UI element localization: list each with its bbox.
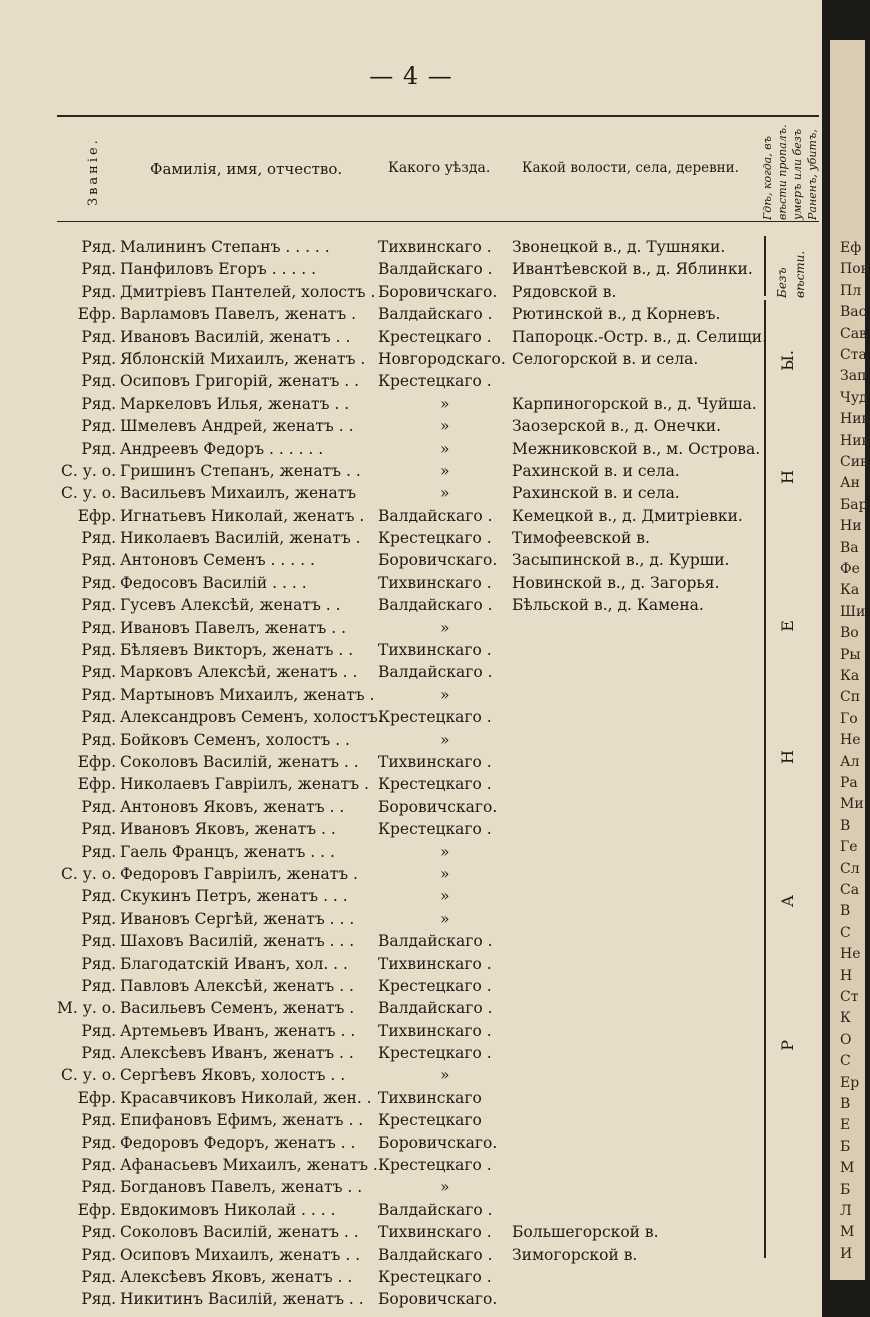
rank-cell: Ефр. [77, 305, 116, 324]
rank-cell: Ряд. [81, 618, 116, 637]
table-row [0, 1109, 822, 1131]
table-row [0, 729, 822, 751]
adjacent-page-fragment: Е [840, 1117, 851, 1134]
adjacent-page-fragment: Ши [840, 603, 866, 620]
rank-cell: Ряд. [81, 394, 116, 413]
wounded-letter-4: Е [778, 620, 797, 632]
table-row [0, 1244, 822, 1266]
adjacent-page-fragment: Б [840, 1181, 851, 1198]
adjacent-page-fragment: Ва [840, 539, 859, 556]
table-row [0, 348, 822, 370]
county-cell: » [440, 730, 450, 749]
name-cell: Яблонскій Михаилъ, женатъ . [120, 349, 366, 368]
rank-cell: Ряд. [81, 730, 116, 749]
name-cell: Панфиловъ Егоръ . . . . . [120, 260, 317, 279]
rank-cell: Ряд. [81, 1267, 116, 1286]
name-cell: Артемьевъ Иванъ, женатъ . . [120, 1021, 356, 1040]
name-cell: Осиповъ Григорій, женатъ . . [120, 372, 360, 391]
adjacent-page-fragment: М [840, 1160, 855, 1177]
name-cell: Николаевъ Гавріилъ, женатъ . [120, 775, 369, 794]
table-row [0, 684, 822, 706]
table-row [0, 572, 822, 594]
name-cell: Ивановъ Яковъ, женатъ . . [120, 820, 336, 839]
rank-cell: С. у. о. [61, 1066, 116, 1085]
county-cell: Тихвинскаго . [378, 641, 492, 660]
name-cell: Дмитріевъ Пантелей, холостъ . [120, 282, 376, 301]
county-cell: Боровичскаго. [378, 1133, 498, 1152]
adjacent-page-fragment: В [840, 817, 851, 834]
rank-cell: С. у. о. [61, 484, 116, 503]
table-row [0, 706, 822, 728]
rank-cell: Ряд. [81, 573, 116, 592]
rank-cell: Ряд. [81, 282, 116, 301]
county-cell: Тихвинскаго . [378, 1223, 492, 1242]
name-cell: Скукинъ Петръ, женатъ . . . [120, 887, 348, 906]
header-bottom-rule [57, 221, 819, 222]
name-cell: Афанасьевъ Михаилъ, женатъ . [120, 1156, 378, 1175]
name-cell: Федоровъ Гавріилъ, женатъ . [120, 864, 358, 883]
adjacent-page-fragment: Ста [840, 347, 867, 363]
adjacent-page-fragment: М [840, 1224, 855, 1241]
rank-cell: Ряд. [81, 260, 116, 279]
table-row [0, 617, 822, 639]
missing-label-line-2: вѣсти. [793, 250, 807, 298]
name-cell: Ивановъ Павелъ, женатъ . . [120, 618, 347, 637]
table-row [0, 326, 822, 348]
adjacent-page-fragment: Зап [840, 368, 867, 385]
name-cell: Епифановъ Ефимъ, женатъ . . [120, 1111, 364, 1130]
table-row [0, 438, 822, 460]
adjacent-page-fragment: Ер [840, 1074, 860, 1091]
adjacent-page-fragment: Ан [840, 475, 860, 492]
name-cell: Маркеловъ Илья, женатъ . . [120, 394, 350, 413]
rank-cell: Ряд. [81, 1223, 116, 1242]
rank-cell: С. у. о. [61, 864, 116, 883]
county-cell: Тихвинскаго . [378, 954, 492, 973]
county-cell: Крестецкаго . [378, 1267, 492, 1286]
adjacent-page-fragment: Ал [840, 753, 860, 770]
adjacent-page-fragment: С [840, 1053, 851, 1070]
name-cell: Гусевъ Алексѣй, женатъ . . [120, 596, 341, 615]
adjacent-page-fragment: Еф [840, 240, 862, 256]
county-cell: Крестецкаго . [378, 976, 492, 995]
county-cell: Крестецкаго . [378, 820, 492, 839]
table-row [0, 370, 822, 392]
county-cell: Боровичскаго. [378, 1290, 498, 1309]
county-cell: Крестецкаго . [378, 372, 492, 391]
adjacent-page-fragment: Са [840, 882, 860, 898]
table-row [0, 236, 822, 258]
adjacent-page-fragment: И [840, 1245, 853, 1262]
county-cell: Валдайскаго . [378, 506, 493, 525]
name-cell: Антоновъ Семенъ . . . . . [120, 551, 315, 570]
table-row [0, 594, 822, 616]
name-cell: Никитинъ Василій, женатъ . . [120, 1290, 364, 1309]
rank-cell: Ряд. [81, 529, 116, 548]
table-row [0, 527, 822, 549]
wounded-letter-2: А [778, 895, 797, 908]
county-cell: Валдайскаго . [378, 260, 493, 279]
rank-cell: Ряд. [81, 596, 116, 615]
name-cell: Ивановъ Василій, женатъ . . [120, 327, 351, 346]
adjacent-page-fragment: Сив [840, 454, 868, 470]
place-cell: Зимогорской в. [512, 1245, 638, 1264]
name-cell: Ивановъ Сергѣй, женатъ . . . [120, 909, 355, 928]
county-cell: » [440, 618, 450, 637]
county-cell: » [440, 1178, 450, 1197]
rank-cell: Ряд. [81, 1044, 116, 1063]
name-cell: Малининъ Степанъ . . . . . [120, 238, 330, 256]
table-row [0, 281, 822, 303]
name-cell: Игнатьевъ Николай, женатъ . [120, 506, 365, 525]
county-cell: Валдайскаго . [378, 596, 493, 615]
adjacent-page-fragment: Ра [840, 775, 858, 791]
name-cell: Васильевъ Михаилъ, женатъ [120, 484, 357, 503]
name-cell: Евдокимовъ Николай . . . . [120, 1200, 336, 1219]
table-row [0, 1020, 822, 1042]
adjacent-page-fragment: Н [840, 967, 853, 984]
name-cell: Александровъ Семенъ, холостъ. [120, 708, 383, 727]
county-cell: Валдайскаго . [378, 1245, 493, 1264]
name-cell: Красавчиковъ Николай, жен. . [120, 1088, 372, 1107]
place-cell: Заозерской в., д. Онечки. [512, 417, 722, 436]
name-cell: Осиповъ Михаилъ, женатъ . . [120, 1245, 361, 1264]
rank-cell: Ряд. [81, 909, 116, 928]
adjacent-page-fragment: Л [840, 1203, 852, 1219]
name-cell: Бойковъ Семенъ, холостъ . . [120, 730, 350, 749]
county-cell: Тихвинскаго . [378, 1021, 492, 1040]
page-number: — 4 — [369, 62, 453, 90]
table-row [0, 1087, 822, 1109]
table-row [0, 549, 822, 571]
rank-cell: Ряд. [81, 1156, 116, 1175]
name-cell: Бѣляевъ Викторъ, женатъ . . [120, 641, 354, 660]
rank-cell: Ряд. [81, 954, 116, 973]
county-cell: » [440, 1066, 450, 1085]
name-cell: Варламовъ Павелъ, женатъ . [120, 305, 357, 324]
rank-cell: Ряд. [81, 1133, 116, 1152]
header-fate-line-1: Раненъ, убитъ, [806, 129, 819, 220]
table-row [0, 258, 822, 280]
name-cell: Богдановъ Павелъ, женатъ . . [120, 1178, 363, 1197]
county-cell: Валдайскаго . [378, 1200, 493, 1219]
rank-cell: Ефр. [77, 752, 116, 771]
table-row [0, 796, 822, 818]
place-cell: Засыпинской в., д. Курши. [512, 551, 730, 570]
county-cell: Валдайскаго . [378, 999, 493, 1018]
county-cell: » [440, 461, 450, 480]
place-cell: Папороцк.-Остр. в., д. Селищи. [512, 327, 768, 346]
rank-cell: Ряд. [81, 932, 116, 951]
wounded-letter-6: Ы. [778, 350, 797, 371]
table-row [0, 975, 822, 997]
table-row [0, 661, 822, 683]
county-cell: Крестецкаго . [378, 529, 492, 548]
rank-cell: Ряд. [81, 417, 116, 436]
adjacent-page-fragment: Пл [840, 282, 862, 299]
county-cell: » [440, 439, 450, 458]
rank-cell: Ефр. [77, 1088, 116, 1107]
rank-cell: Ефр. [77, 506, 116, 525]
place-cell: Тимофеевской в. [512, 529, 650, 548]
adjacent-page-fragment: Не [840, 946, 861, 963]
header-county: Какого уѣзда. [388, 160, 491, 176]
place-cell: Селогорской в. и села. [512, 349, 699, 368]
header-fate-line-3: вѣсти пропалъ. [776, 124, 789, 220]
table-row [0, 1221, 822, 1243]
adjacent-page-fragment: Не [840, 732, 861, 749]
table-row [0, 863, 822, 885]
county-cell: Тихвинскаго . [378, 573, 492, 592]
place-cell: Рютинской в., д Корневъ. [512, 305, 721, 324]
county-cell: » [440, 909, 450, 928]
place-cell: Большегорской в. [512, 1223, 659, 1242]
place-cell: Кемецкой в., д. Дмитріевки. [512, 506, 743, 525]
place-cell: Межниковской в., м. Острова. [512, 439, 761, 458]
county-cell: Валдайскаго . [378, 305, 493, 324]
name-cell: Николаевъ Василій, женатъ . [120, 529, 361, 548]
rank-cell: Ряд. [81, 1111, 116, 1130]
rank-cell: Ряд. [81, 1245, 116, 1264]
county-cell: Боровичскаго. [378, 282, 498, 301]
rank-cell: Ряд. [81, 327, 116, 346]
adjacent-page-fragment: Ми [840, 796, 864, 813]
header-top-rule [57, 115, 819, 117]
table-row [0, 908, 822, 930]
place-cell: Карпиногорской в., д. Чуйша. [512, 394, 757, 413]
missing-label [775, 240, 790, 298]
header-place: Какой волости, села, деревни. [522, 160, 739, 176]
table-row [0, 415, 822, 437]
wounded-letter-1: Р [778, 1040, 797, 1051]
table-row [0, 1154, 822, 1176]
table-row [0, 1064, 822, 1086]
adjacent-page-fragment: Сп [840, 689, 861, 706]
name-cell: Федосовъ Василій . . . . [120, 573, 307, 592]
name-cell: Сергѣевъ Яковъ, холостъ . . [120, 1066, 346, 1085]
table-row [0, 393, 822, 415]
rank-cell: Ряд. [81, 976, 116, 995]
name-cell: Шаховъ Василій, женатъ . . . [120, 932, 355, 951]
rank-cell: Ряд. [81, 641, 116, 660]
table-row [0, 818, 822, 840]
place-cell: Бѣльской в., д. Камена. [512, 596, 704, 615]
place-cell: Рядовской в. [512, 282, 617, 301]
name-cell: Васильевъ Семенъ, женатъ . [120, 999, 355, 1018]
header-fate-line-2: умеръ или безъ [791, 128, 804, 220]
county-cell: Крестецкаго . [378, 1156, 492, 1175]
table-row [0, 953, 822, 975]
header-name: Фамилія, имя, отчество. [150, 160, 343, 178]
table-row [0, 1199, 822, 1221]
wounded-group-brace [764, 300, 780, 1258]
county-cell: » [440, 864, 450, 883]
place-cell: Звонецкой в., д. Тушняки. [512, 238, 726, 256]
table-row [0, 505, 822, 527]
rank-cell: Ряд. [81, 663, 116, 682]
table-row [0, 303, 822, 325]
table-row [0, 1176, 822, 1198]
name-cell: Гаель Францъ, женатъ . . . [120, 842, 335, 861]
adjacent-page-fragment: Во [840, 625, 859, 642]
rank-cell: С. у. о. [61, 461, 116, 480]
wounded-letter-5: Н [778, 470, 797, 484]
header-fate-line-4: Гдѣ, когда, въ [761, 136, 774, 220]
name-cell: Алексѣевъ Иванъ, женатъ . . [120, 1044, 354, 1063]
adjacent-page-fragment: Ка [840, 582, 860, 599]
name-cell: Антоновъ Яковъ, женатъ . . [120, 797, 345, 816]
header-rank: Званіе. [86, 137, 101, 207]
name-cell: Соколовъ Василій, женатъ . . [120, 752, 359, 771]
county-cell: Крестецкаго [378, 1111, 482, 1130]
name-cell: Андреевъ Федоръ . . . . . . [120, 439, 324, 458]
name-cell: Гришинъ Степанъ, женатъ . . [120, 461, 361, 480]
county-cell: » [440, 685, 450, 704]
rank-cell: Ряд. [81, 551, 116, 570]
rank-cell: Ряд. [81, 1021, 116, 1040]
rank-cell: Ряд. [81, 685, 116, 704]
county-cell: Крестецкаго . [378, 708, 492, 727]
place-cell: Новинской в., д. Загорья. [512, 573, 720, 592]
table-row [0, 639, 822, 661]
county-cell: » [440, 842, 450, 861]
name-cell: Алексѣевъ Яковъ, женатъ . . [120, 1267, 353, 1286]
roster-table [0, 236, 822, 1311]
missing-label-line-1: Безъ [775, 267, 789, 298]
table-row [0, 1042, 822, 1064]
name-cell: Благодатскій Иванъ, хол. . . [120, 954, 348, 973]
county-cell: Боровичскаго. [378, 797, 498, 816]
rank-cell: Ефр. [77, 775, 116, 794]
county-cell: Крестецкаго . [378, 1044, 492, 1063]
name-cell: Мартыновъ Михаилъ, женатъ . [120, 685, 375, 704]
rank-cell: Ряд. [81, 238, 116, 256]
adjacent-page-fragment: Ник [840, 411, 870, 428]
adjacent-page-fragment: Ка [840, 668, 860, 684]
adjacent-page-fragment: В [840, 1096, 851, 1112]
county-cell: Тихвинскаго . [378, 238, 492, 256]
rank-cell: Ряд. [81, 1178, 116, 1197]
rank-cell: Ряд. [81, 708, 116, 727]
table-row [0, 841, 822, 863]
county-cell: » [440, 887, 450, 906]
place-cell: Ивантѣевской в., д. Яблинки. [512, 260, 753, 279]
table-row [0, 1266, 822, 1288]
adjacent-page-fragment: В [840, 903, 851, 920]
adjacent-page-fragment: К [840, 1010, 851, 1027]
county-cell: » [440, 394, 450, 413]
rank-cell: Ряд. [81, 820, 116, 839]
adjacent-page-fragment: О [840, 1031, 852, 1048]
county-cell: Валдайскаго . [378, 663, 493, 682]
county-cell: Тихвинскаго [378, 1088, 482, 1107]
adjacent-page-fragment: Ге [840, 839, 858, 856]
adjacent-page-fragment: Ни [840, 518, 862, 535]
adjacent-page-fragment: Фе [840, 561, 860, 577]
rank-cell: М. у. о. [57, 999, 116, 1018]
rank-cell: Ряд. [81, 1290, 116, 1309]
table-row [0, 930, 822, 952]
name-cell: Соколовъ Василій, женатъ . . [120, 1223, 359, 1242]
county-cell: Крестецкаго . [378, 327, 492, 346]
table-row [0, 1288, 822, 1310]
name-cell: Павловъ Алексѣй, женатъ . . [120, 976, 354, 995]
rank-cell: Ряд. [81, 372, 116, 391]
name-cell: Шмелевъ Андрей, женатъ . . [120, 417, 354, 436]
county-cell: Тихвинскаго . [378, 752, 492, 771]
table-row [0, 751, 822, 773]
county-cell: Боровичскаго. [378, 551, 498, 570]
adjacent-page-fragment: Пон [840, 261, 870, 278]
adjacent-page-fragment: Ст [840, 989, 859, 1005]
table-row [0, 460, 822, 482]
adjacent-page-fragment: Чуд [840, 389, 868, 406]
table-row [0, 885, 822, 907]
adjacent-page-edge [822, 0, 870, 1317]
county-cell: Крестецкаго . [378, 775, 492, 794]
place-cell: Рахинской в. и села. [512, 461, 680, 480]
rank-cell: Ряд. [81, 439, 116, 458]
adjacent-page-fragment: Сав [840, 325, 867, 342]
adjacent-page-fragment: Ры [840, 646, 861, 663]
wounded-letter-3: Н [778, 750, 797, 764]
table-row [0, 482, 822, 504]
adjacent-page-fragment: С [840, 924, 851, 941]
county-cell: » [440, 417, 450, 436]
name-cell: Федоровъ Федоръ, женатъ . . [120, 1133, 356, 1152]
table-row [0, 1132, 822, 1154]
rank-cell: Ефр. [77, 1200, 116, 1219]
adjacent-page-fragment: Вас [840, 304, 867, 321]
rank-cell: Ряд. [81, 797, 116, 816]
table-row [0, 773, 822, 795]
county-cell: » [440, 484, 450, 503]
rank-cell: Ряд. [81, 842, 116, 861]
county-cell: Валдайскаго . [378, 932, 493, 951]
rank-cell: Ряд. [81, 887, 116, 906]
adjacent-page-fragment: Сл [840, 860, 860, 877]
adjacent-page-fragment: Го [840, 710, 858, 727]
missing-label-2 [793, 240, 808, 298]
rank-cell: Ряд. [81, 349, 116, 368]
name-cell: Марковъ Алексѣй, женатъ . . [120, 663, 358, 682]
header-fate [756, 118, 820, 220]
adjacent-page-fragment: Бар [840, 496, 868, 513]
place-cell: Рахинской в. и села. [512, 484, 680, 503]
table-row [0, 997, 822, 1019]
adjacent-page-fragment: Ник [840, 432, 870, 449]
adjacent-page-fragment: Б [840, 1138, 851, 1155]
county-cell: Новгородскаго. [378, 349, 506, 368]
